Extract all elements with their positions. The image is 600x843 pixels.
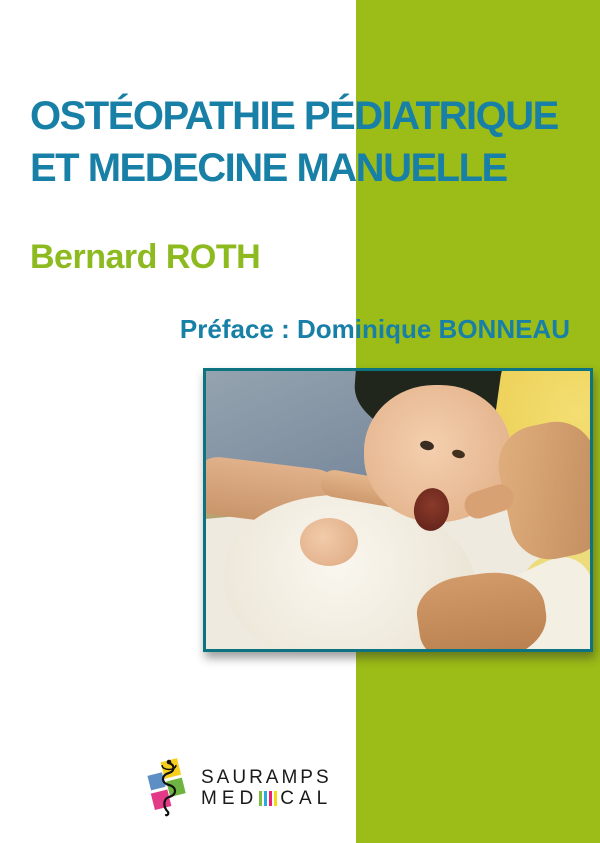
cover-photo bbox=[203, 368, 593, 652]
author-name: Bernard ROTH bbox=[30, 238, 261, 276]
publisher-name bbox=[201, 767, 332, 809]
preface-credit: Préface : Dominique BONNEAU bbox=[179, 314, 570, 344]
title-line2: ET MEDECINE MANUELLE bbox=[30, 146, 507, 190]
publisher-name-line2 bbox=[201, 788, 332, 809]
publisher-name-line2-post: CAL bbox=[280, 788, 333, 809]
caduceus-squares-icon bbox=[146, 756, 192, 820]
publisher-name-line1: SAURAMPS bbox=[201, 767, 332, 788]
photo-baby-fist bbox=[300, 518, 358, 566]
publisher-name-line2-pre: MED bbox=[201, 788, 259, 809]
title-line1: OSTÉOPATHIE PÉDIATRIQUE bbox=[30, 94, 558, 138]
book-title bbox=[30, 90, 558, 194]
colored-bars-icon bbox=[259, 791, 277, 806]
publisher-logo bbox=[146, 756, 332, 820]
